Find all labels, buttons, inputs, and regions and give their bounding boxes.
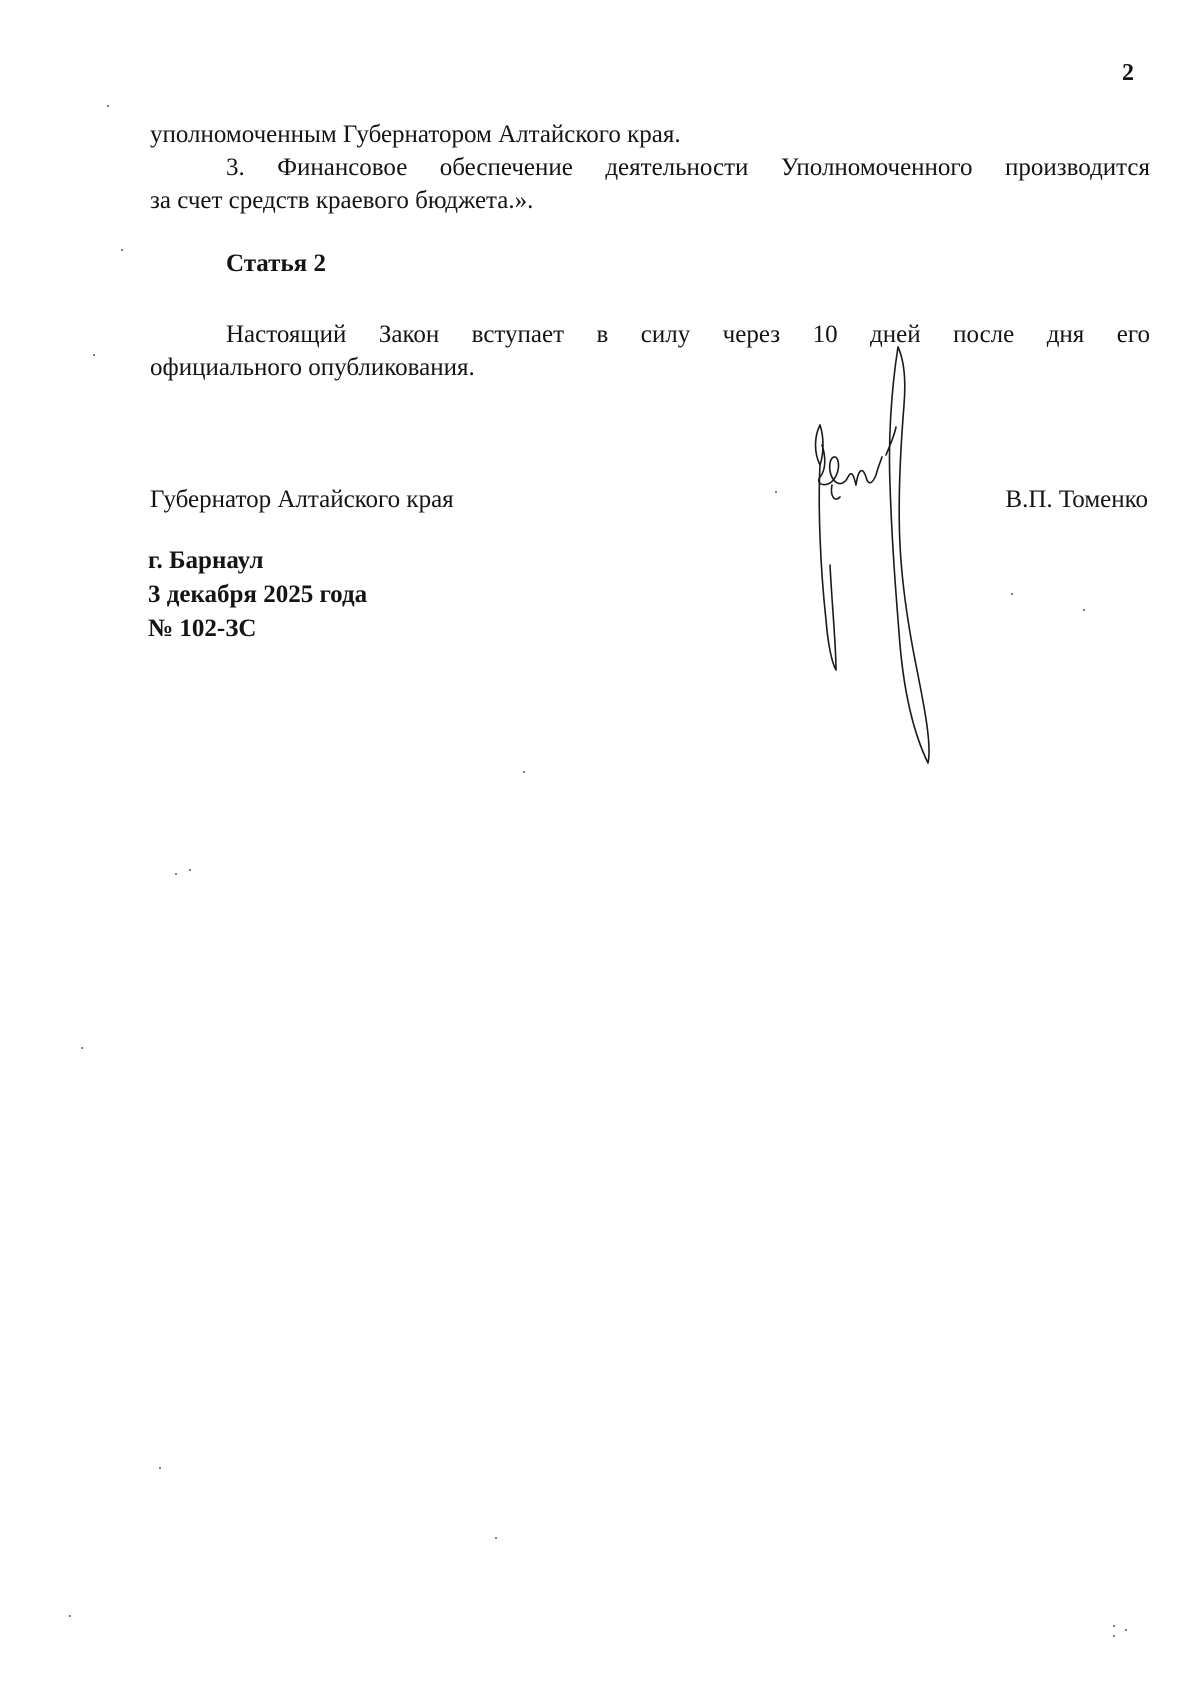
paragraph-line: уполномоченным Губернатором Алтайского края.: [150, 121, 681, 148]
law-number: № 102-ЗС: [148, 615, 257, 642]
city: г. Барнаул: [148, 547, 264, 574]
article-heading: Статья 2: [226, 250, 326, 277]
page-number: 2: [1122, 60, 1134, 86]
paragraph-line: официального опубликования.: [150, 354, 475, 381]
paragraph-line: Настоящий Закон вступает в силу через 10 дней после дня его: [226, 321, 1150, 348]
paragraph-line: 3. Финансовое обеспечение деятельности Уполномоченного производится: [226, 154, 1150, 181]
signer-name: В.П. Томенко: [1005, 486, 1148, 513]
date: 3 декабря 2025 года: [148, 581, 368, 608]
signer-title: Губернатор Алтайского края: [150, 486, 454, 513]
paragraph-line: за счет средств краевого бюджета.».: [150, 187, 534, 214]
